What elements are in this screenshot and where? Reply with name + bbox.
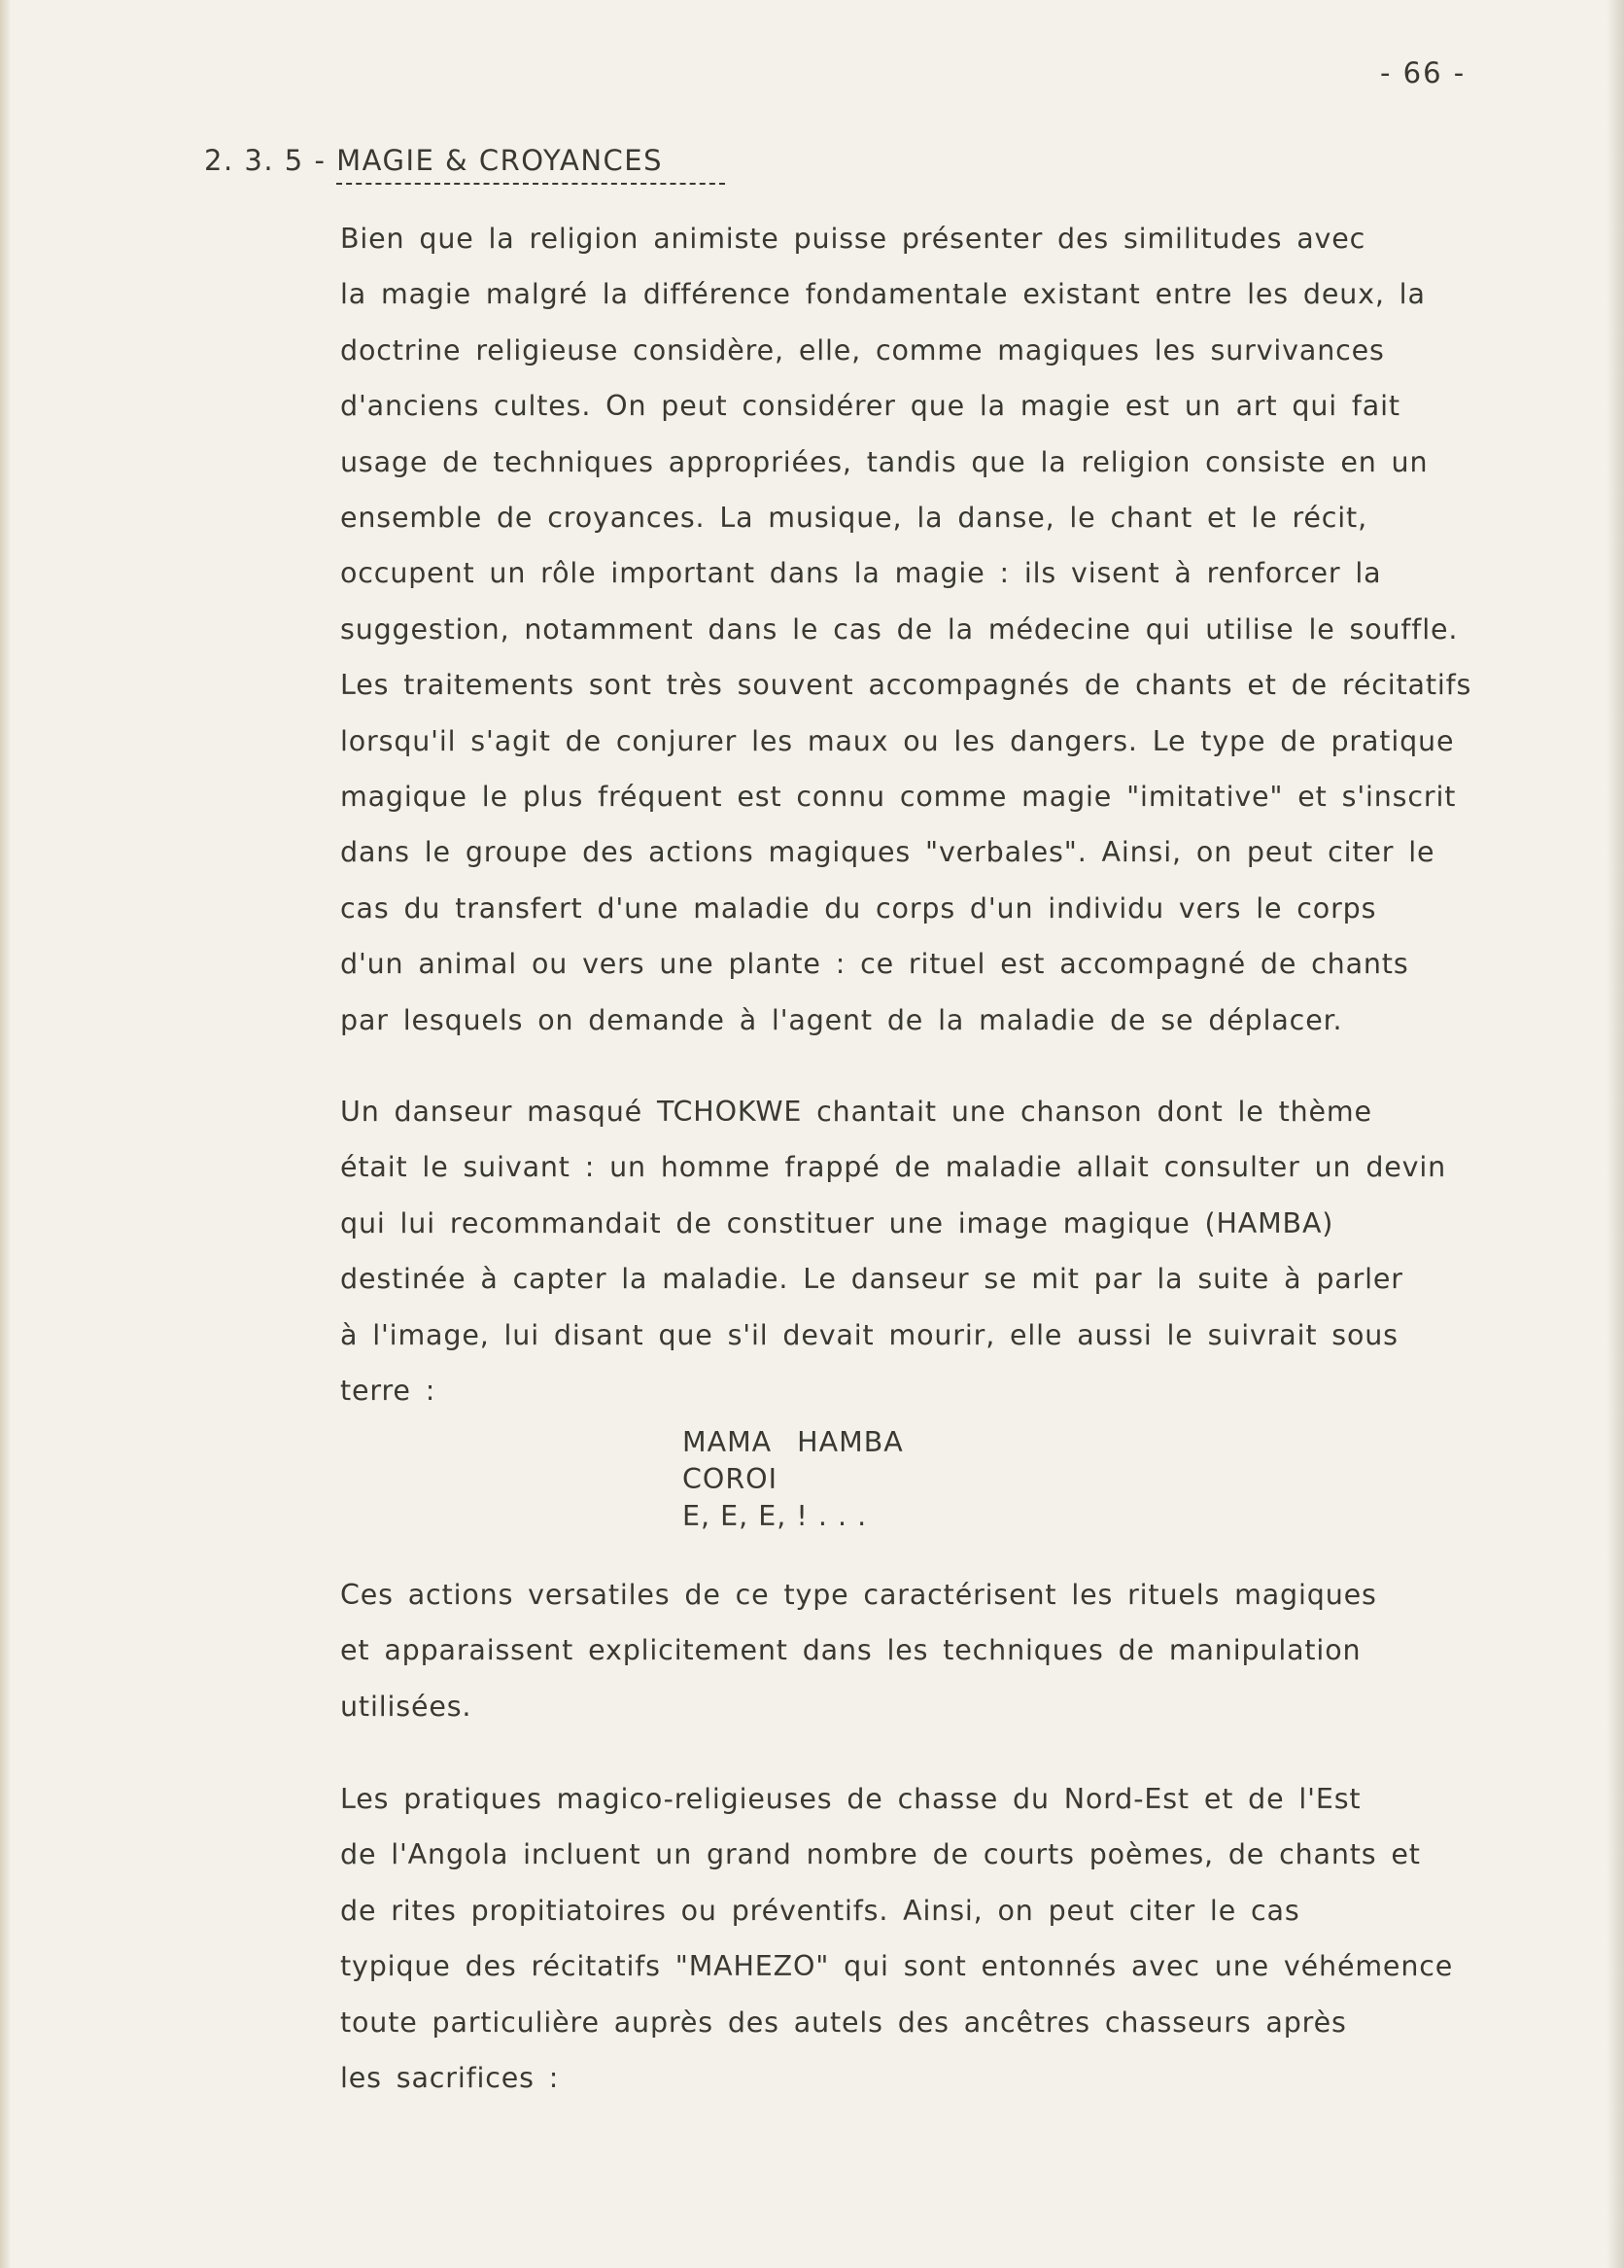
text-line: la magie malgré la différence fondamentale existant entre les deux, la xyxy=(340,278,1426,311)
text-line: qui lui recommandait de constituer une image magique (HAMBA) xyxy=(340,1206,1334,1239)
paragraph-pratiques-chasse xyxy=(340,1771,1453,2106)
text-line: suggestion, notamment dans le cas de la médecine qui utilise le souffle. xyxy=(340,612,1459,646)
text-line: était le suivant : un homme frappé de maladie allait consulter un devin xyxy=(340,1151,1447,1184)
text-line: d'un animal ou vers une plante : ce rituel est accompagné de chants xyxy=(340,948,1409,981)
text-line: et apparaissent explicitement dans les techniques de manipulation xyxy=(340,1634,1362,1667)
text-line: terre : xyxy=(340,1375,436,1408)
text-line: Un danseur masqué TCHOKWE chantait une chanson dont le thème xyxy=(340,1096,1372,1128)
text-line: usage de techniques appropriées, tandis que la religion consiste en un xyxy=(340,445,1429,478)
text-line: par lesquels on demande à l'agent de la maladie de se déplacer. xyxy=(340,1003,1343,1036)
page-number: - 66 - xyxy=(1380,56,1467,89)
paper-right-edge xyxy=(1607,0,1624,2268)
text-line: destinée à capter la maladie. Le danseur se mit par la suite à parler xyxy=(340,1263,1403,1296)
verse-word: HAMBA xyxy=(797,1426,904,1458)
text-line: lorsqu'il s'agit de conjurer les maux ou les dangers. Le type de pratique xyxy=(340,724,1455,757)
text-line: utilisées. xyxy=(340,1690,472,1723)
paragraph-danseur-tchokwe xyxy=(340,1084,1446,1418)
text-line: Bien que la religion animiste puisse présenter des similitudes avec xyxy=(340,223,1366,255)
paragraph-magie-religion xyxy=(340,211,1471,1048)
text-line: doctrine religieuse considère, elle, comme magiques les survivances xyxy=(340,333,1385,366)
text-line: de l'Angola incluent un grand nombre de courts poèmes, de chants et xyxy=(340,1838,1421,1871)
text-line: cas du transfert d'une maladie du corps d'un individu vers le corps xyxy=(340,891,1377,925)
verse-line xyxy=(682,1424,904,1461)
text-line: les sacrifices : xyxy=(340,2062,560,2095)
verse-line: E, E, E, ! . . . xyxy=(682,1500,868,1532)
text-line: Ces actions versatiles de ce type caractérisent les rituels magiques xyxy=(340,1579,1377,1611)
text-line: occupent un rôle important dans la magie : ils visent à renforcer la xyxy=(340,557,1382,590)
verse-word: MAMA xyxy=(682,1426,773,1458)
text-line: Les traitements sont très souvent accompagnés de chants et de récitatifs xyxy=(340,669,1472,702)
text-line: d'anciens cultes. On peut considérer que la magie est un art qui fait xyxy=(340,390,1400,423)
paragraph-actions-versatiles xyxy=(340,1567,1377,1734)
text-line: typique des récitatifs "MAHEZO" qui sont entonnés avec une véhémence xyxy=(340,1950,1454,1983)
text-line: magique le plus fréquent est connu comme magie "imitative" et s'inscrit xyxy=(340,781,1457,814)
text-line: à l'image, lui disant que s'il devait mourir, elle aussi le suivrait sous xyxy=(340,1318,1399,1351)
section-title: MAGIE & CROYANCES xyxy=(336,144,725,185)
chant-verse xyxy=(682,1424,904,1535)
paper-left-edge xyxy=(0,0,10,2268)
text-line: dans le groupe des actions magiques "verbales". Ainsi, on peut citer le xyxy=(340,836,1435,869)
verse-line: COROI xyxy=(682,1463,777,1495)
text-line: Les pratiques magico-religieuses de chasse du Nord-Est et de l'Est xyxy=(340,1783,1362,1815)
section-heading xyxy=(204,144,725,185)
section-number: 2. 3. 5 - xyxy=(204,144,327,177)
text-line: ensemble de croyances. La musique, la danse, le chant et le récit, xyxy=(340,502,1367,535)
text-line: de rites propitiatoires ou préventifs. Ainsi, on peut citer le cas xyxy=(340,1894,1300,1927)
text-line: toute particulière auprès des autels des ancêtres chasseurs après xyxy=(340,2006,1347,2039)
